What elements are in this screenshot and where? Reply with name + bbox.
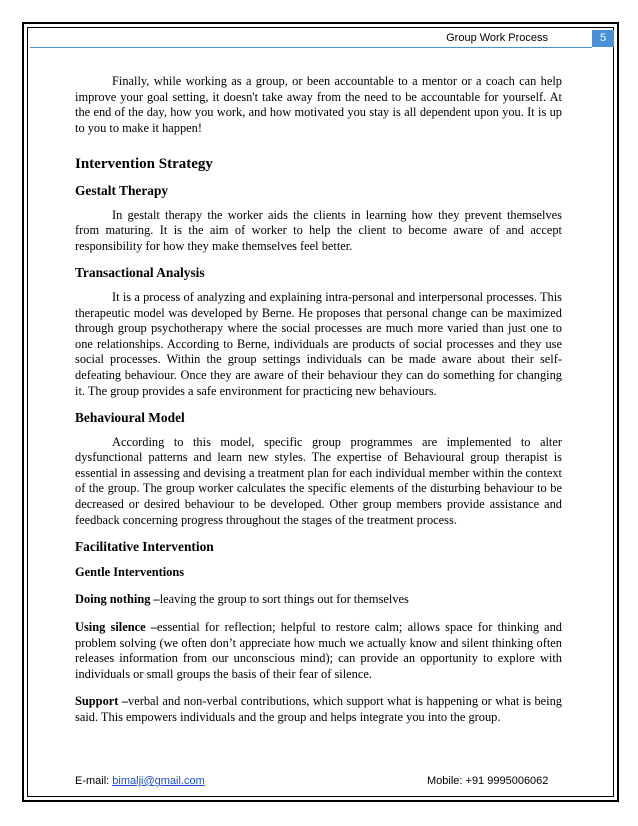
intro-paragraph: Finally, while working as a group, or been accountable to a mentor or a coach can help improve your goal setting, it doesn't take away from the need to be accountable for yourself. At the end of the day, how you work, and how motivated you stay is all dependent upon you. It is up to you to make it happen! (75, 74, 562, 135)
transactional-paragraph: It is a process of analyzing and explaining intra-personal and interpersonal processes. This therapeutic model was developed by Berne. He proposes that personal change can be maximized through group psychotherapy where the social processes are much more varied than just one to one relationships. According to Berne, individuals are products of social processes and they use social processes. Within the group settings individuals can be made aware about their self-defeating behaviour. Once they are aware of their behaviour they can do something for changing it. The group provides a safe environment for practicing new behaviours. (75, 289, 562, 398)
doing-nothing-text: leaving the group to sort things out for themselves (159, 592, 409, 607)
gestalt-heading: Gestalt Therapy (75, 182, 169, 198)
doing-nothing-term: Doing nothing – (75, 592, 160, 607)
using-silence-text: essential for reflection; helpful to restore calm; allows space for thinking and problem solving (we often don’t appreciate how much we actually know and silent thinking often releases information from our unconscious mind); can provide an opportunity to explore with individuals or small groups the basis of their fear of silence. (75, 620, 562, 681)
gestalt-paragraph: In gestalt therapy the worker aids the clients in learning how they prevent themselves from maturing. It is the aim of worker to help the client to become aware of and accept responsibility for how they make themselves feel better. (75, 207, 562, 253)
footer-mobile: Mobile: +91 9995006062 (427, 775, 549, 787)
intervention-heading: Intervention Strategy (75, 156, 213, 173)
transactional-heading: Transactional Analysis (75, 265, 205, 281)
behavioural-heading: Behavioural Model (75, 410, 185, 426)
gentle-interventions-heading: Gentle Interventions (75, 564, 185, 579)
header-title: Group Work Process (446, 32, 548, 44)
page-header (30, 30, 614, 48)
header-rule (30, 47, 592, 48)
page-footer (75, 775, 562, 789)
doing-nothing-item (75, 592, 562, 608)
email-link[interactable]: bimalji@gmail.com (112, 775, 205, 787)
document-body (75, 74, 562, 726)
using-silence-item (75, 620, 562, 682)
behavioural-paragraph: According to this model, specific group programmes are implemented to alter dysfunctional patterns and learn new styles. The expertise of Behavioural group therapist is essential in assessing and devising a treatment plan for each individual member within the context of the group. The group worker calculates the specific elements of the disturbing behaviour to be decreased or desired behaviour to be developed. Other group members provide assistance and feedback concerning progress throughout the stages of the treatment process. (75, 434, 562, 527)
facilitative-heading: Facilitative Intervention (75, 539, 214, 555)
email-label: E-mail: (75, 775, 113, 787)
support-term: Support – (75, 694, 129, 709)
using-silence-term: Using silence – (75, 620, 158, 635)
page-number: 5 (592, 30, 614, 47)
footer-email (75, 775, 205, 787)
support-item (75, 694, 562, 725)
support-text: verbal and non-verbal contributions, which support what is happening or what is being said. This empowers individuals and the group and helps integrate you into the group. (75, 694, 562, 724)
